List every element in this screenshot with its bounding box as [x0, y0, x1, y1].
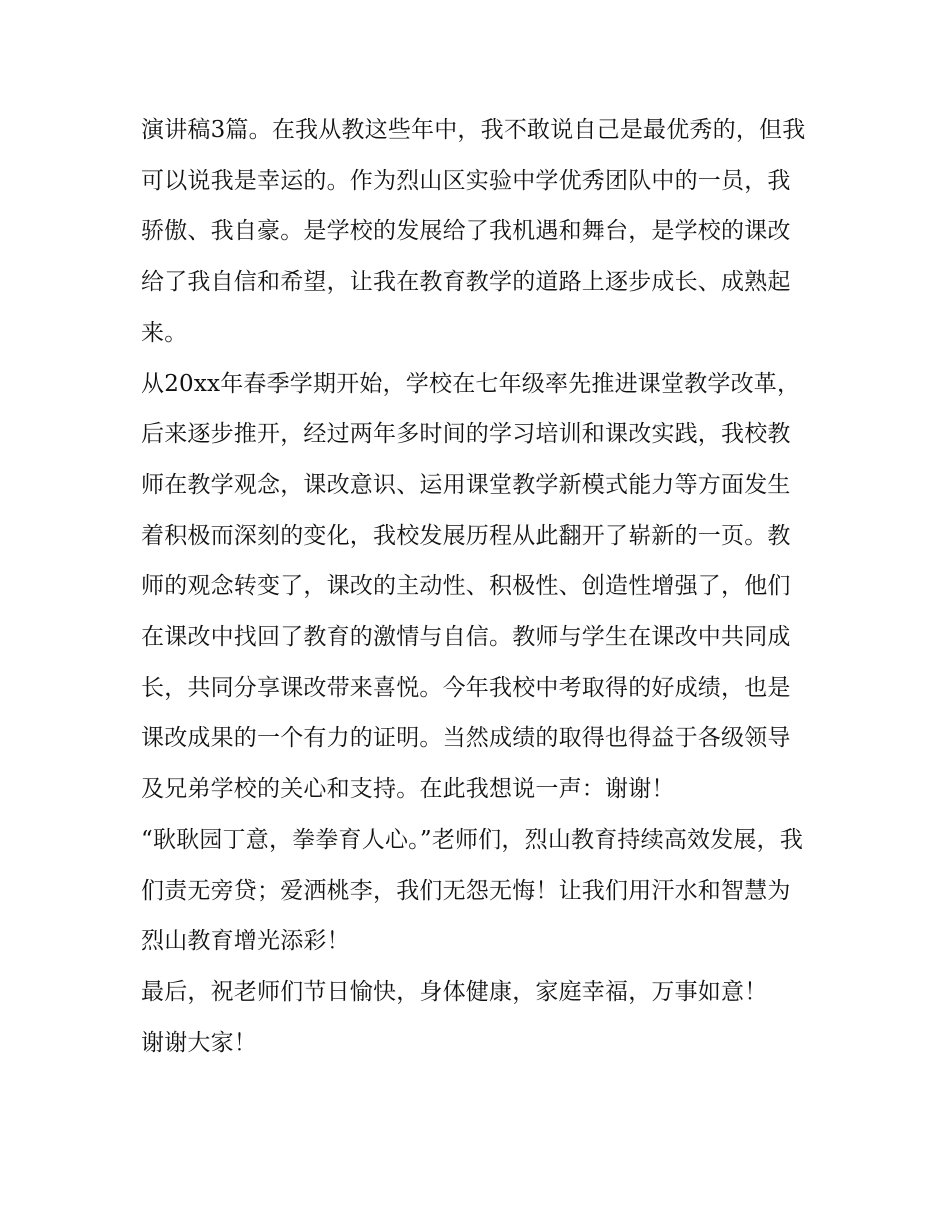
paragraph-2: 从20xx年春季学期开始，学校在七年级率先推进课堂教学改革，后来逐步推开，经过两年多时间的学习培训和课改实践，我校教师在教学观念，课改意识、运用课堂教学新模式能力等方面发生着积极而深刻的变化，我校发展历程从此翻开了崭新的一页。教师的观念转变了，课改的主动性、积极性、创造性增强了，他们在课改中找回了教育的激情与自信。教师与学生在课改中共同成长，共同分享课改带来喜悦。今年我校中考取得的好成绩，也是课改成果的一个有力的证明。当然成绩的取得也得益于各级领导及兄弟学校的关心和支持。在此我想说一声：谢谢！ [141, 370, 801, 803]
paragraph-1: 演讲稿3篇。在我从教这些年中，我不敢说自己是最优秀的，但我可以说我是幸运的。作为烈山区实验中学优秀团队中的一员，我骄傲、我自豪。是学校的发展给了我机遇和舞台，是学校的课改给了我自信和希望，让我在教育教学的道路上逐步成长、成熟起来。 [141, 117, 806, 346]
paragraph-5: 谢谢大家！ [141, 1029, 257, 1056]
paragraph-4: 最后，祝老师们节日愉快，身体健康，家庭幸福，万事如意！ [141, 978, 768, 1005]
paragraph-3: “耿耿园丁意，拳拳育人心。”老师们，烈山教育持续高效发展，我们责无旁贷；爱洒桃李，我们无怨无悔！让我们用汗水和智慧为烈山教育增光添彩！ [141, 826, 804, 955]
document-body [141, 105, 813, 1068]
